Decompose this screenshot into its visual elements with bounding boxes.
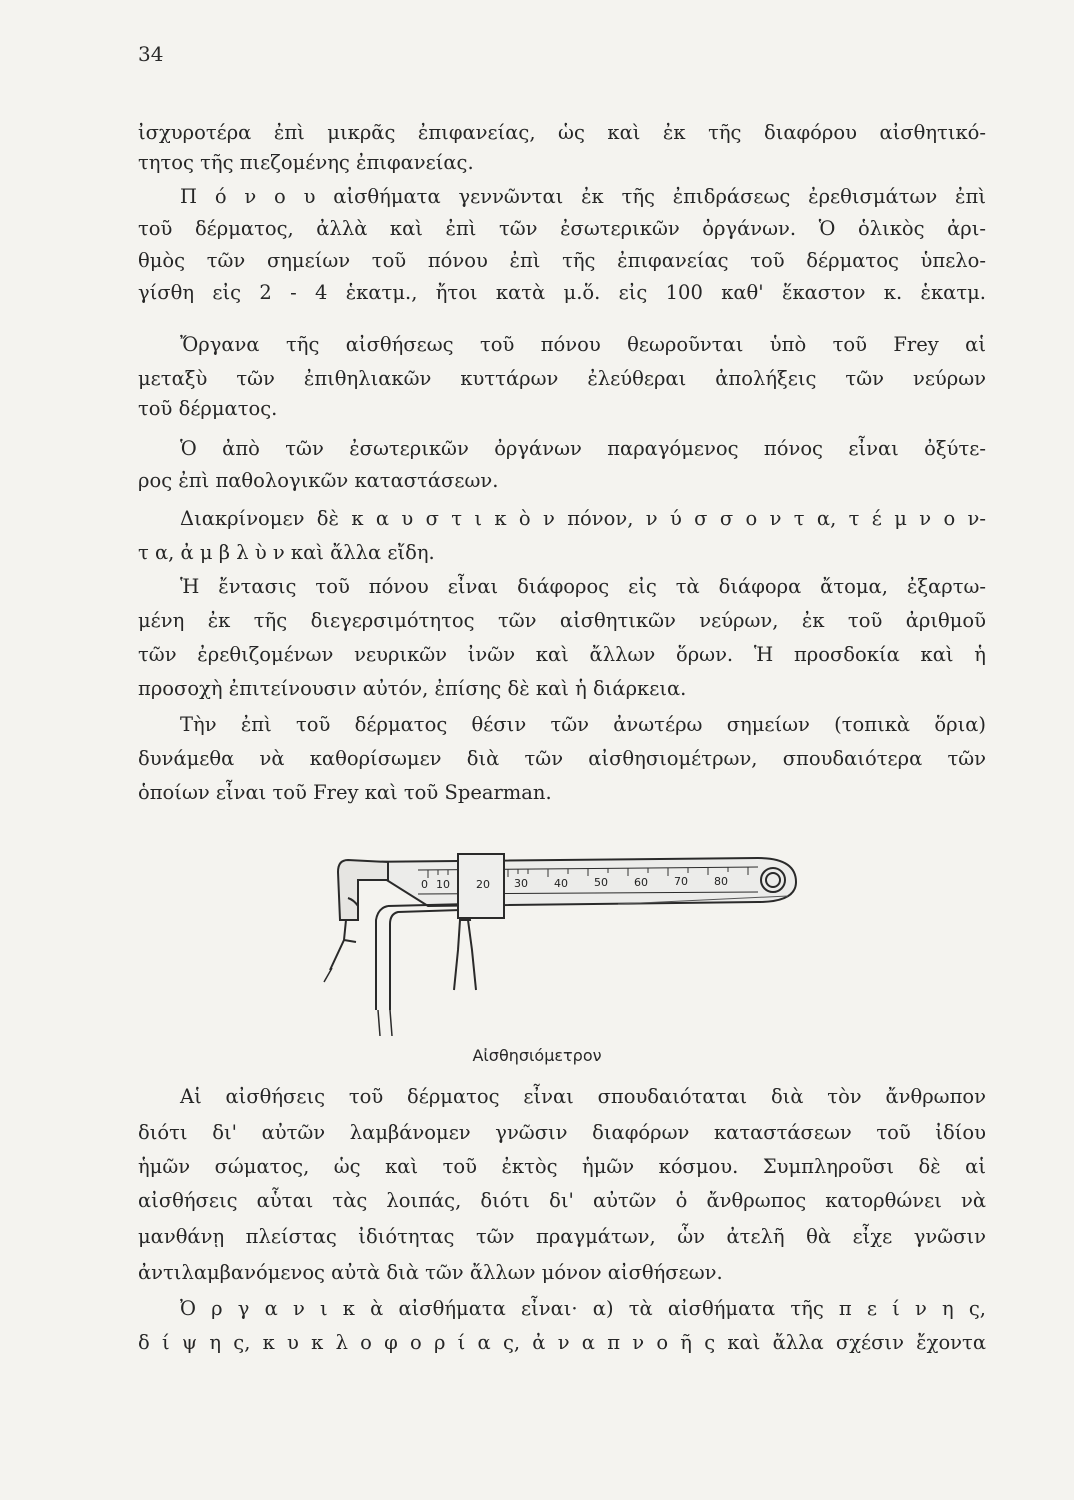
text-line: ἡμῶν σώματος, ὡς καὶ τοῦ ἐκτὸς ἡμῶν κόσμου. Συμπληροῦσι δὲ αἱ [138,1155,986,1178]
text-line: διότι δι' αὐτῶν λαμβάνομεν γνῶσιν διαφόρων καταστάσεων τοῦ ἰδίου [138,1121,986,1144]
scale-label: 40 [554,877,568,890]
text-line: Ἡ ἔντασις τοῦ πόνου εἶναι διάφορος εἰς τὰ διάφορα ἄτομα, ἐξαρτω- [180,575,986,598]
text-line: Ὀ ρ γ α ν ι κ ὰ αἰσθήματα εἶναι· α) τὰ αἰσθήματα τῆς π ε ί ν η ς, [180,1297,986,1320]
figure-caption: Αἰσθησιόμετρον [472,1046,602,1065]
text-line: Διακρίνομεν δὲ κ α υ σ τ ι κ ὸ ν πόνον, ν ύ σ σ ο ν τ α, τ έ μ ν ο ν- [180,507,986,530]
scale-label: 0 [421,878,428,891]
text-line: Τὴν ἐπὶ τοῦ δέρματος θέσιν τῶν ἀνωτέρω σημείων (τοπικὰ ὅρια) [180,713,986,736]
text-line: τοῦ δέρματος. [138,397,278,420]
text-line: τ α, ἀ μ β λ ὺ ν καὶ ἄλλα εἴδη. [138,541,435,564]
text-line: ἰσχυροτέρα ἐπὶ μικρᾶς ἐπιφανείας, ὡς καὶ ἐκ τῆς διαφόρου αἰσθητικό- [138,121,986,144]
text-line: θμὸς τῶν σημείων τοῦ πόνου ἐπὶ τῆς ἐπιφανείας τοῦ δέρματος ὑπελο- [138,249,986,272]
text-line: Π ό ν ο υ αἰσθήματα γεννῶνται ἐκ τῆς ἐπιδράσεως ἐρεθισμάτων ἐπὶ [180,185,986,208]
scale-label: 60 [634,876,648,889]
text-line: ἀντιλαμβανόμενος αὐτὰ διὰ τῶν ἄλλων μόνον αἰσθήσεων. [138,1261,723,1284]
text-line: μένη ἐκ τῆς διεγερσιμότητος τῶν αἰσθητικῶν νεύρων, ἐκ τοῦ ἀριθμοῦ [138,609,986,632]
scale-label: 70 [674,875,688,888]
text-line: ρος ἐπὶ παθολογικῶν καταστάσεων. [138,469,499,492]
scale-label: 30 [514,877,528,890]
scale-label: 20 [476,878,490,891]
text-line: Ὄργανα τῆς αἰσθήσεως τοῦ πόνου θεωροῦνται ὑπὸ τοῦ Frey αἱ [180,333,986,356]
text-line: αἰσθήσεις αὗται τὰς λοιπάς, διότι δι' αὐτῶν ὁ ἄνθρωπος κατορθώνει νὰ [138,1189,986,1212]
text-line: Αἱ αἰσθήσεις τοῦ δέρματος εἶναι σπουδαιόταται διὰ τὸν ἄνθρωπον [180,1085,986,1108]
scale-label: 10 [436,878,450,891]
page-number: 34 [138,42,164,66]
text-line: δ ί ψ η ς, κ υ κ λ ο φ ο ρ ί α ς, ἀ ν α π ν ο ῆ ς καὶ ἄλλα σχέσιν ἔχοντα [138,1331,986,1354]
aesthesiometer-figure [318,850,798,1050]
text-line: ὁποίων εἶναι τοῦ Frey καὶ τοῦ Spearman. [138,781,552,804]
text-line: τητος τῆς πιεζομένης ἐπιφανείας. [138,151,474,174]
text-line: γίσθη εἰς 2 - 4 ἑκατμ., ἤτοι κατὰ μ.ὅ. εἰς 100 καθ' ἕκαστον κ. ἑκατμ. [138,281,986,304]
text-line: Ὁ ἀπὸ τῶν ἐσωτερικῶν ὀργάνων παραγόμενος πόνος εἶναι ὀξύτε- [180,437,986,460]
text-line: τοῦ δέρματος, ἀλλὰ καὶ ἐπὶ τῶν ἐσωτερικῶν ὀργάνων. Ὁ ὁλικὸς ἀρι- [138,217,986,240]
scale-label: 50 [594,876,608,889]
scale-label: 80 [714,875,728,888]
text-line: δυνάμεθα νὰ καθορίσωμεν διὰ τῶν αἰσθησιομέτρων, σπουδαιότερα τῶν [138,747,986,770]
text-line: μεταξὺ τῶν ἐπιθηλιακῶν κυττάρων ἐλεύθεραι ἀπολήξεις τῶν νεύρων [138,367,986,390]
text-line: τῶν ἐρεθιζομένων νευρικῶν ἰνῶν καὶ ἄλλων ὅρων. Ἡ προσδοκία καὶ ἡ [138,643,986,666]
text-line: προσοχὴ ἐπιτείνουσιν αὐτόν, ἐπίσης δὲ καὶ ἡ διάρκεια. [138,677,687,700]
text-line: μανθάνῃ πλείστας ἰδιότητας τῶν πραγμάτων, ὧν ἀτελῆ θὰ εἶχε γνῶσιν [138,1225,986,1248]
